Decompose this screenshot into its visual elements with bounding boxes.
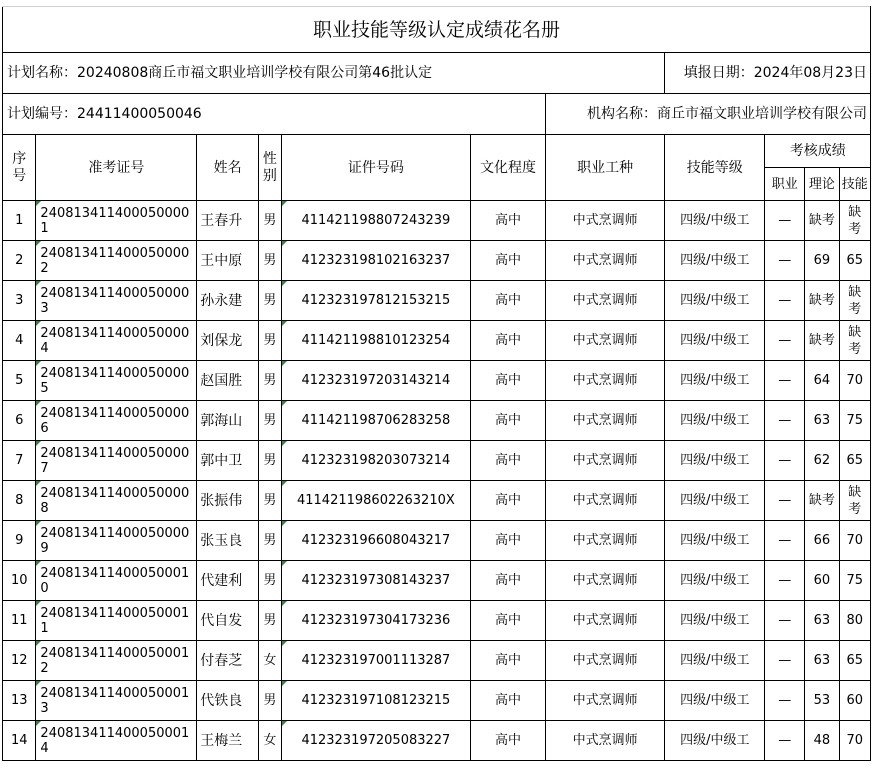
table-row (3, 721, 871, 761)
cell-score-theory: 63 (805, 601, 839, 641)
cell-seq: 2 (3, 241, 36, 281)
table-row (3, 641, 871, 681)
cell-gender: 女 (258, 641, 281, 681)
cell-education: 高中 (470, 681, 545, 721)
cell-gender: 男 (258, 201, 281, 241)
cell-gender: 男 (258, 561, 281, 601)
cell-ticket: 2408134114000500010 (36, 561, 197, 601)
cell-education: 高中 (470, 281, 545, 321)
cell-score-skill: 缺考 (839, 281, 870, 321)
cell-gender: 男 (258, 681, 281, 721)
cell-id-number: 412323197203143214 (281, 361, 470, 401)
cell-education: 高中 (470, 521, 545, 561)
table-row (3, 401, 871, 441)
cell-score-skill: 60 (839, 681, 870, 721)
header-name: 姓名 (197, 135, 259, 201)
cell-education: 高中 (470, 361, 545, 401)
cell-education: 高中 (470, 201, 545, 241)
cell-occupation: 中式烹调师 (546, 241, 665, 281)
cell-gender: 男 (258, 401, 281, 441)
cell-name: 代建利 (197, 561, 259, 601)
cell-score-career: — (765, 321, 805, 361)
cell-skill-level: 四级/中级工 (665, 521, 765, 561)
cell-score-skill: 缺考 (839, 201, 870, 241)
cell-score-skill: 缺考 (839, 321, 870, 361)
cell-ticket: 2408134114000500012 (36, 641, 197, 681)
cell-score-skill: 75 (839, 401, 870, 441)
cell-ticket: 2408134114000500007 (36, 441, 197, 481)
cell-name: 王中原 (197, 241, 259, 281)
cell-seq: 8 (3, 481, 36, 521)
cell-score-skill: 80 (839, 601, 870, 641)
cell-score-theory: 63 (805, 641, 839, 681)
cell-ticket: 2408134114000500005 (36, 361, 197, 401)
table-row (3, 281, 871, 321)
cell-score-theory: 60 (805, 561, 839, 601)
cell-gender: 男 (258, 601, 281, 641)
cell-gender: 男 (258, 521, 281, 561)
cell-score-theory: 64 (805, 361, 839, 401)
header-level: 技能等级 (665, 135, 765, 201)
header-ticket: 准考证号 (36, 135, 197, 201)
cell-score-theory: 缺考 (805, 321, 839, 361)
cell-id-number: 412323197304173236 (281, 601, 470, 641)
cell-occupation: 中式烹调师 (546, 561, 665, 601)
table-row (3, 361, 871, 401)
cell-score-career: — (765, 641, 805, 681)
cell-score-career: — (765, 241, 805, 281)
cell-score-career: — (765, 721, 805, 761)
cell-ticket: 2408134114000500004 (36, 321, 197, 361)
cell-score-career: — (765, 401, 805, 441)
cell-education: 高中 (470, 441, 545, 481)
cell-education: 高中 (470, 481, 545, 521)
cell-score-career: — (765, 601, 805, 641)
cell-gender: 女 (258, 721, 281, 761)
cell-id-number: 412323197001113287 (281, 641, 470, 681)
header-score-theory: 理论 (805, 168, 839, 201)
cell-score-skill: 缺考 (839, 481, 870, 521)
cell-seq: 3 (3, 281, 36, 321)
cell-skill-level: 四级/中级工 (665, 641, 765, 681)
cell-id-number: 411421198810123254 (281, 321, 470, 361)
header-edu: 文化程度 (470, 135, 545, 201)
cell-seq: 13 (3, 681, 36, 721)
cell-ticket: 2408134114000500013 (36, 681, 197, 721)
table-row (3, 241, 871, 281)
header-id: 证件号码 (281, 135, 470, 201)
cell-score-theory: 缺考 (805, 481, 839, 521)
cell-occupation: 中式烹调师 (546, 601, 665, 641)
cell-education: 高中 (470, 641, 545, 681)
header-seq: 序号 (3, 135, 36, 201)
cell-education: 高中 (470, 241, 545, 281)
cell-gender: 男 (258, 481, 281, 521)
cell-score-skill: 70 (839, 361, 870, 401)
cell-seq: 12 (3, 641, 36, 681)
cell-occupation: 中式烹调师 (546, 481, 665, 521)
plan-number: 计划编号：24411400050046 (3, 94, 546, 135)
header-job: 职业工种 (546, 135, 665, 201)
cell-gender: 男 (258, 441, 281, 481)
cell-name: 王梅兰 (197, 721, 259, 761)
cell-score-theory: 66 (805, 521, 839, 561)
cell-id-number: 412323197108123215 (281, 681, 470, 721)
cell-score-skill: 65 (839, 441, 870, 481)
table-row (3, 681, 871, 721)
cell-score-skill: 65 (839, 641, 870, 681)
cell-seq: 14 (3, 721, 36, 761)
cell-education: 高中 (470, 401, 545, 441)
cell-score-skill: 70 (839, 521, 870, 561)
table-row (3, 521, 871, 561)
table-row (3, 481, 871, 521)
roster-table (2, 6, 871, 761)
cell-score-career: — (765, 281, 805, 321)
cell-ticket: 2408134114000500001 (36, 201, 197, 241)
cell-gender: 男 (258, 361, 281, 401)
cell-name: 代自发 (197, 601, 259, 641)
cell-occupation: 中式烹调师 (546, 201, 665, 241)
cell-skill-level: 四级/中级工 (665, 561, 765, 601)
cell-name: 代铁良 (197, 681, 259, 721)
cell-score-theory: 缺考 (805, 281, 839, 321)
fill-date: 填报日期：2024年08月23日 (665, 53, 871, 94)
cell-gender: 男 (258, 321, 281, 361)
cell-seq: 5 (3, 361, 36, 401)
cell-skill-level: 四级/中级工 (665, 281, 765, 321)
table-row (3, 441, 871, 481)
table-row (3, 561, 871, 601)
cell-score-skill: 75 (839, 561, 870, 601)
table-row (3, 321, 871, 361)
cell-ticket: 2408134114000500011 (36, 601, 197, 641)
cell-skill-level: 四级/中级工 (665, 481, 765, 521)
cell-id-number: 412323197205083227 (281, 721, 470, 761)
cell-name: 赵国胜 (197, 361, 259, 401)
cell-score-career: — (765, 441, 805, 481)
cell-id-number: 412323196608043217 (281, 521, 470, 561)
cell-skill-level: 四级/中级工 (665, 601, 765, 641)
cell-skill-level: 四级/中级工 (665, 321, 765, 361)
cell-id-number: 412323198102163237 (281, 241, 470, 281)
cell-ticket: 2408134114000500014 (36, 721, 197, 761)
cell-name: 付春芝 (197, 641, 259, 681)
cell-name: 刘保龙 (197, 321, 259, 361)
cell-seq: 10 (3, 561, 36, 601)
cell-skill-level: 四级/中级工 (665, 721, 765, 761)
cell-occupation: 中式烹调师 (546, 721, 665, 761)
header-score: 考核成绩 (765, 135, 871, 168)
plan-name: 计划名称：20240808商丘市福文职业培训学校有限公司第46批认定 (3, 53, 665, 94)
cell-education: 高中 (470, 321, 545, 361)
cell-occupation: 中式烹调师 (546, 361, 665, 401)
cell-seq: 6 (3, 401, 36, 441)
cell-education: 高中 (470, 721, 545, 761)
header-score-skill: 技能 (839, 168, 870, 201)
cell-ticket: 2408134114000500002 (36, 241, 197, 281)
cell-score-skill: 65 (839, 241, 870, 281)
cell-education: 高中 (470, 601, 545, 641)
cell-seq: 9 (3, 521, 36, 561)
cell-score-career: — (765, 681, 805, 721)
cell-skill-level: 四级/中级工 (665, 201, 765, 241)
cell-score-theory: 48 (805, 721, 839, 761)
cell-id-number: 412323197812153215 (281, 281, 470, 321)
cell-skill-level: 四级/中级工 (665, 361, 765, 401)
cell-score-career: — (765, 561, 805, 601)
cell-id-number: 411421198602263210X (281, 481, 470, 521)
cell-skill-level: 四级/中级工 (665, 241, 765, 281)
cell-gender: 男 (258, 241, 281, 281)
cell-id-number: 412323198203073214 (281, 441, 470, 481)
cell-ticket: 2408134114000500006 (36, 401, 197, 441)
cell-occupation: 中式烹调师 (546, 281, 665, 321)
cell-score-theory: 62 (805, 441, 839, 481)
cell-score-career: — (765, 201, 805, 241)
cell-seq: 11 (3, 601, 36, 641)
cell-score-theory: 缺考 (805, 201, 839, 241)
cell-name: 孙永建 (197, 281, 259, 321)
cell-ticket: 2408134114000500009 (36, 521, 197, 561)
cell-seq: 4 (3, 321, 36, 361)
cell-name: 张玉良 (197, 521, 259, 561)
cell-occupation: 中式烹调师 (546, 321, 665, 361)
cell-ticket: 2408134114000500003 (36, 281, 197, 321)
cell-seq: 1 (3, 201, 36, 241)
table-row (3, 201, 871, 241)
cell-id-number: 411421198807243239 (281, 201, 470, 241)
cell-occupation: 中式烹调师 (546, 521, 665, 561)
cell-occupation: 中式烹调师 (546, 681, 665, 721)
cell-ticket: 2408134114000500008 (36, 481, 197, 521)
cell-name: 张振伟 (197, 481, 259, 521)
cell-skill-level: 四级/中级工 (665, 441, 765, 481)
cell-score-theory: 63 (805, 401, 839, 441)
header-score-career: 职业 (765, 168, 805, 201)
cell-score-career: — (765, 361, 805, 401)
cell-education: 高中 (470, 561, 545, 601)
cell-skill-level: 四级/中级工 (665, 401, 765, 441)
cell-occupation: 中式烹调师 (546, 641, 665, 681)
cell-id-number: 411421198706283258 (281, 401, 470, 441)
cell-score-theory: 53 (805, 681, 839, 721)
cell-score-theory: 69 (805, 241, 839, 281)
cell-id-number: 412323197308143237 (281, 561, 470, 601)
page-title: 职业技能等级认定成绩花名册 (3, 7, 871, 53)
cell-occupation: 中式烹调师 (546, 441, 665, 481)
header-gender: 性别 (258, 135, 281, 201)
cell-skill-level: 四级/中级工 (665, 681, 765, 721)
table-row (3, 601, 871, 641)
cell-name: 郭海山 (197, 401, 259, 441)
cell-name: 王春升 (197, 201, 259, 241)
cell-score-career: — (765, 481, 805, 521)
cell-seq: 7 (3, 441, 36, 481)
cell-name: 郭中卫 (197, 441, 259, 481)
cell-score-career: — (765, 521, 805, 561)
cell-score-skill: 70 (839, 721, 870, 761)
cell-gender: 男 (258, 281, 281, 321)
org-name: 机构名称：商丘市福文职业培训学校有限公司 (546, 94, 871, 135)
cell-occupation: 中式烹调师 (546, 401, 665, 441)
